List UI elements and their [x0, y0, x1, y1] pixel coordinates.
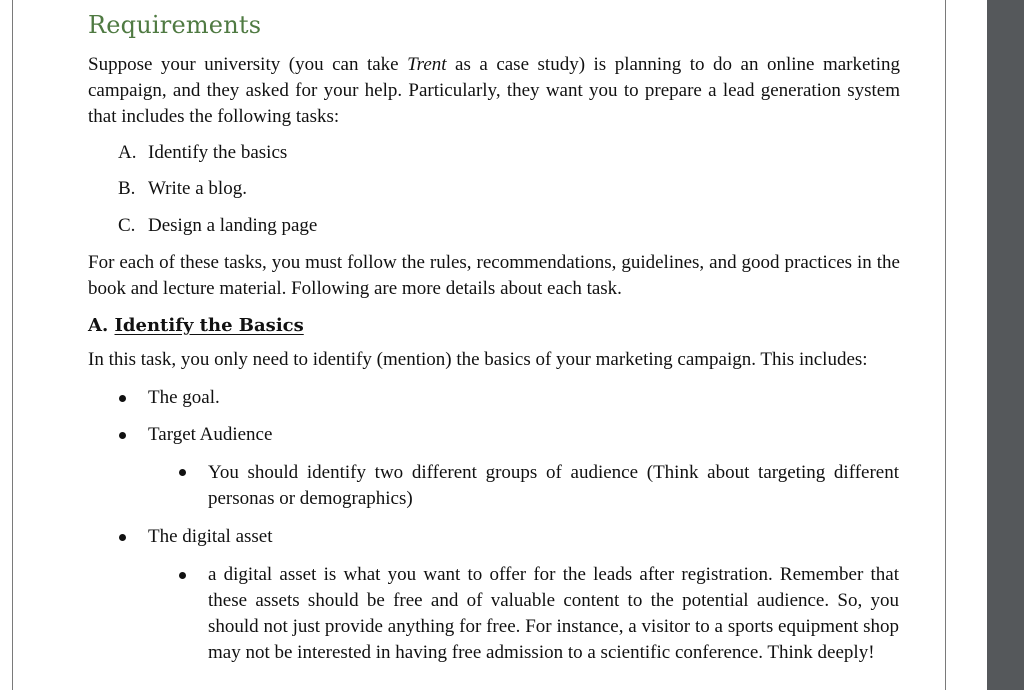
intro-paragraph — [88, 52, 900, 130]
bullet-asset-detail: a digital asset is what you want to offer for the leads after registration. Remember that these assets should be free and of valuable content to the potential audience. So, you should not just provide anything for free. For instance, a visitor to a sports equipment shop may not be interested in having free admission to a scientific conference. Think deeply! — [208, 564, 899, 663]
bullet-asset: The digital asset — [148, 526, 273, 547]
bullet-icon — [119, 432, 126, 439]
subsection-intro: In this task, you only need to identify (mention) the basics of your marketing campaign. This includes: — [88, 349, 868, 370]
task-marker: B. — [118, 178, 136, 199]
bullet-audience: Target Audience — [148, 424, 273, 445]
subsection-heading — [88, 313, 304, 339]
vertical-scrollbar[interactable] — [987, 0, 1024, 690]
subsection-title: Identify the Basics — [114, 315, 304, 336]
task-marker: C. — [118, 215, 136, 236]
bullet-icon — [119, 534, 126, 541]
task-label: Identify the basics — [148, 142, 288, 163]
task-marker: A. — [118, 142, 137, 163]
bullet-icon — [179, 572, 186, 579]
intro-text-end: as a case study) is planning to do an online marketing campaign, and they asked for your help. Particularly, they want you to prepare a lead generation system that includes the following tasks: — [88, 54, 900, 127]
page-gutter — [946, 0, 987, 690]
page-left-edge — [12, 0, 13, 690]
task-label: Write a blog. — [148, 178, 247, 199]
guidance-paragraph: For each of these tasks, you must follow the rules, recommendations, guidelines, and good practices in the book and lecture material. Following are more details about each task. — [88, 252, 900, 299]
section-heading: Requirements — [88, 11, 262, 39]
intro-italic-university: Trent — [407, 54, 447, 75]
intro-text-start: Suppose your university (you can take — [88, 54, 408, 75]
task-label: Design a landing page — [148, 215, 318, 236]
bullet-icon — [179, 469, 186, 476]
bullet-icon — [119, 395, 126, 402]
bullet-goal: The goal. — [148, 387, 220, 408]
subsection-prefix: A. — [88, 315, 109, 336]
bullet-audience-detail: You should identify two different groups of audience (Think about targeting different personas or demographics) — [208, 462, 899, 509]
